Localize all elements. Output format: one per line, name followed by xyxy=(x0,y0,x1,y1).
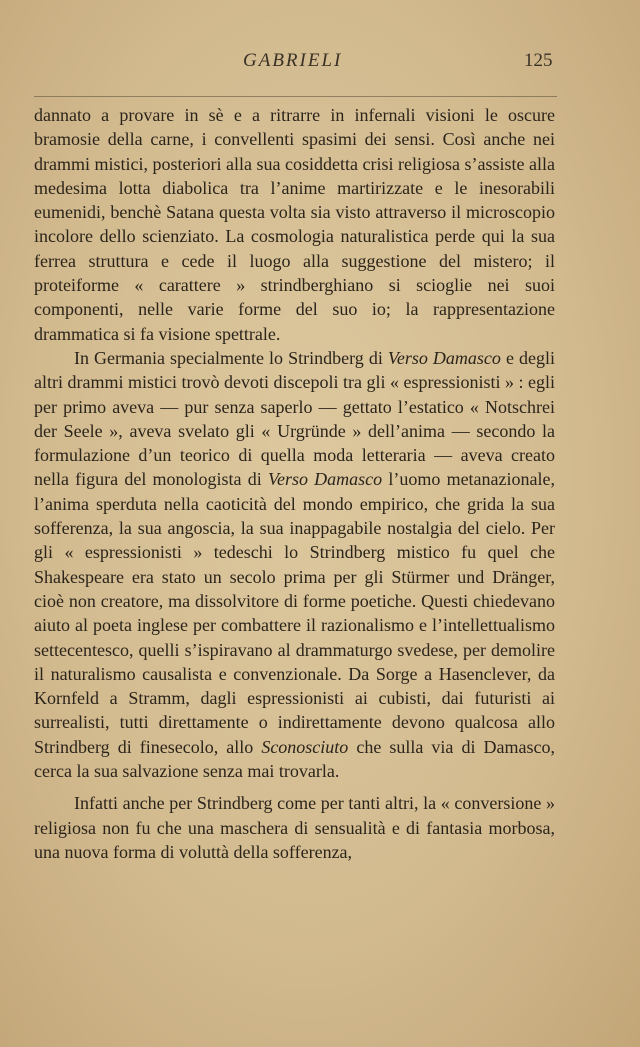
header-rule xyxy=(34,96,557,97)
paragraph-text: dannato a provare in sè e a ritrarre in infernali visioni le oscure bramosie della carne, i convellenti spasimi dei sensi. Così anche nei drammi mistici, posteriori alla sua cosiddetta crisi religiosa s’assiste alla medesima lotta diabolica tra l’anime martirizzate e le inesorabili eumenidi, benchè Satana questa volta sia visto attraverso il microscopio incolore dello scienziato. La cosmologia naturalistica perde qui la sua ferrea struttura e cede il luogo alla suggestione del mistero; il proteiforme « carattere » strindberghiano si scioglie nei suoi componenti, nelle varie forme del suo io; la rappresentazione drammatica si fa visione spettrale. xyxy=(34,105,555,344)
paragraph-3 xyxy=(34,791,555,864)
page-number: 125 xyxy=(524,50,553,71)
paragraph-text: In Germania specialmente lo Strindberg di xyxy=(74,347,388,368)
paragraph-text: l’uomo metanazionale, l’anima sperduta nella caoticità del mondo empirico, che grida la sua sofferenza, la sua angoscia, la sua inappagabile nostalgia del cielo. Per gli « espressionisti » tedeschi lo Strindberg mistico fu quel che Shakespeare era stato un secolo prima per gli Stürmer und Dränger, cioè non creatore, ma dissolvitore di forme poetiche. Questi chiedevano aiuto al poeta inglese per combattere il razionalismo e l’intellettualismo settecentesco, quelli s’ispiravano al drammaturgo svedese, per demolire il naturalismo causalista e convenzionale. Da Sorge a Hasenclever, da Kornfeld a Stramm, dagli espressionisti ai cubisti, dai futuristi ai surrealisti, tutti direttamente o indirettamente devono qualcosa allo Strindberg di finesecolo, allo xyxy=(34,469,556,757)
running-title: GABRIELI xyxy=(243,50,343,71)
italic-title-text: Verso Damasco xyxy=(387,347,501,368)
body-text xyxy=(34,103,555,864)
italic-title-text: Verso Damasco xyxy=(267,469,383,490)
paragraph-text: che sulla via di Damasco, cerca la sua salvazione senza mai trovarla. xyxy=(34,736,555,782)
paragraph-2 xyxy=(34,346,555,783)
paragraph-text: e degli altri drammi mistici trovò devoti discepoli tra gli « espressionisti » : egli per primo aveva — pur senza saperlo — gettato l’estatico « Notschrei der Seele », aveva svelato gli « Urgründe » dell’anima — secondo la formulazione d’un teorico di quella moda letteraria — aveva creato nella figura del monologista di xyxy=(34,347,555,490)
paragraph-1 xyxy=(34,103,555,346)
page-header xyxy=(0,50,640,76)
paragraph-text: Infatti anche per Strindberg come per tanti altri, la « conversione » religiosa non fu che una maschera di sensualità e di fantasia morbosa, una nuova forma di voluttà della sofferenza, xyxy=(34,793,555,862)
italic-title-text: Sconosciuto xyxy=(261,736,349,757)
